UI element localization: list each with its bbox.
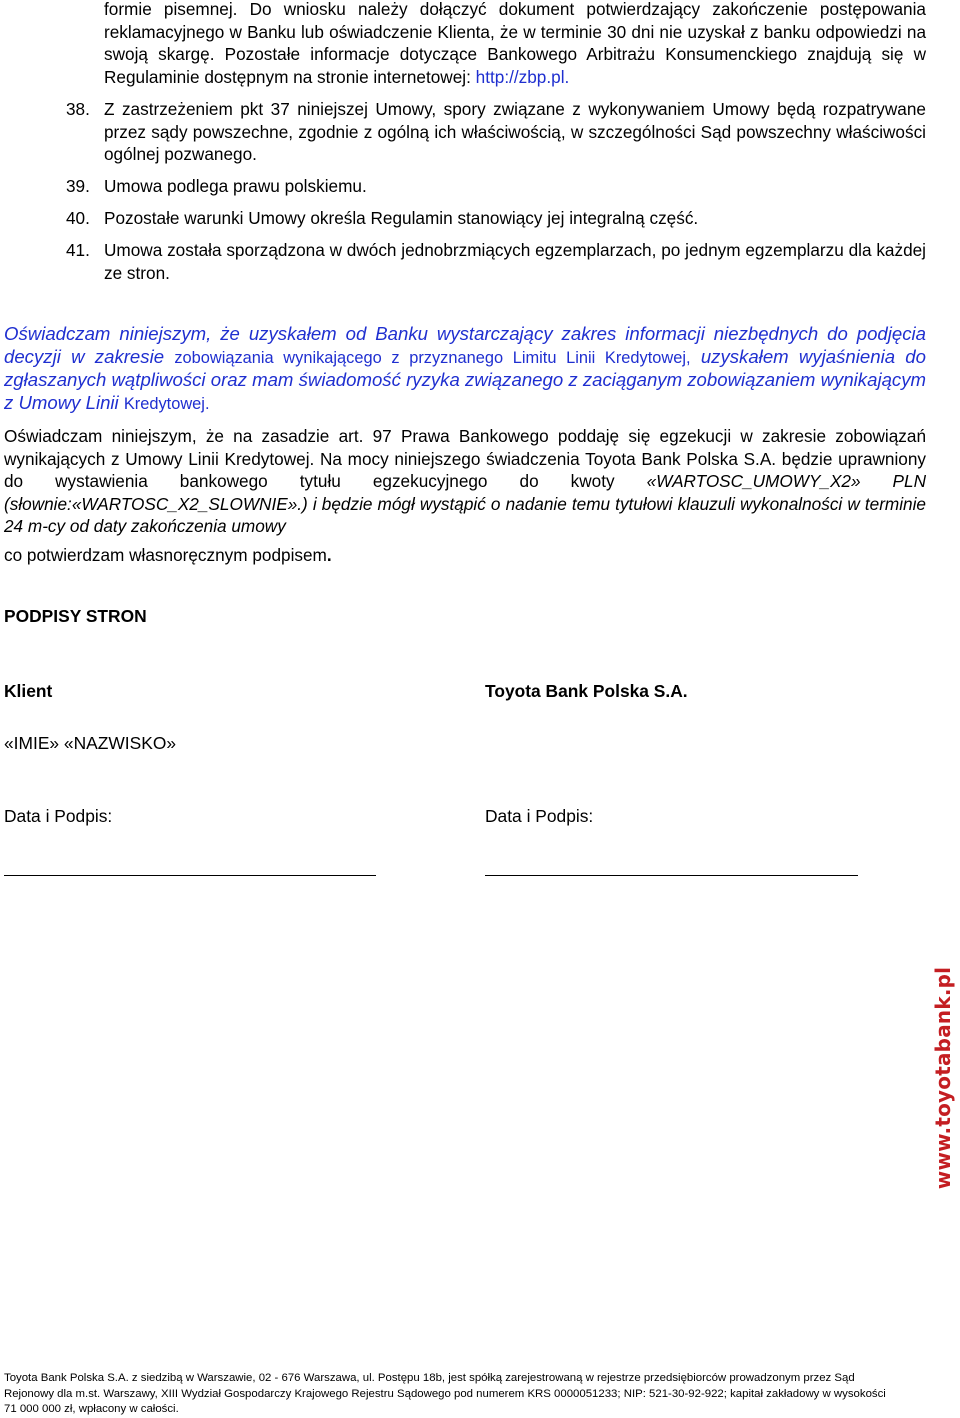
bank-date-signature-label: Data i Podpis: [485, 806, 594, 826]
declaration-part: Oświadczam niniejszym, że na zasadzie art. 97 Prawa Bankowego poddaję się egzekucji w zakresie zobowiązań wynikających z Umowy Linii Kredytowej. Na mocy niniejszego świadczenia Toyota Bank Polska S.A. będzie uprawniony do wystawienia bankowego tytułu egzekucyjnego do kwoty [4, 426, 926, 491]
declaration-part: zobowiązania wynikającego z przyznanego Limitu Linii Kredytowej, [174, 348, 691, 367]
client-date-signature-label: Data i Podpis: [4, 806, 113, 826]
confirmation-period: . [326, 545, 332, 565]
zbp-link[interactable]: http://zbp.pl. [475, 66, 570, 87]
clause-41 [66, 239, 926, 284]
clause-text: Umowa została sporządzona w dwóch jednobrzmiących egzemplarzach, po jednym egzemplarzu dla każdej ze stron. [104, 240, 926, 283]
declaration-part: Kredytowej. [123, 394, 210, 413]
clause-40 [66, 207, 926, 230]
declaration-part: i będzie mógł wystąpić o nadanie temu tytułowi klauzuli wykonalności w terminie 24 m-cy od daty zakończenia umowy [4, 493, 926, 536]
clause-text: Pozostałe warunki Umowy określa Regulamin stanowiący jej integralną część. [104, 208, 699, 228]
arbitration-paragraph [104, 0, 926, 88]
signatures-heading: PODPISY STRON [4, 606, 147, 626]
clause-39 [66, 175, 926, 198]
declaration-part: Oświadczam niniejszym, że uzyskałem od Banku wystarczający zakres informacji niezbędnych do podjęcia decyzji w zakresie [4, 323, 926, 367]
enforcement-declaration [4, 425, 926, 538]
clause-number: 39. [66, 176, 90, 196]
clause-number: 40. [66, 208, 90, 228]
clause-number: 38. [66, 99, 90, 119]
clause-text: Z zastrzeżeniem pkt 37 niniejszej Umowy, spory związane z wykonywaniem Umowy będą rozpatrywane przez sądy powszechne, zgodnie z ogólną ich właściwością, w szczególności Sąd powszechny właściwości ogólnej pozwanego. [104, 99, 926, 164]
declaration-part: uzyskałem wyjaśnienia do zgłaszanych wątpliwości oraz mam świadomość ryzyka związanego z zaciąganym zobowiązaniem wynikającym z Umowy Linii [4, 345, 926, 413]
information-declaration [4, 323, 926, 415]
clause-text: Umowa podlega prawu polskiemu. [104, 176, 367, 196]
confirmation-text: co potwierdzam własnoręcznym podpisem [4, 545, 327, 565]
client-name-placeholder: «IMIE» «NAZWISKO» [4, 733, 177, 753]
client-label: Klient [4, 681, 53, 701]
clause-38 [66, 98, 926, 166]
clause-number: 41. [66, 240, 90, 260]
bank-label: Toyota Bank Polska S.A. [485, 681, 688, 701]
toyotabank-watermark [930, 966, 956, 1190]
amount-placeholder: «WARTOSC_UMOWY_X2» PLN (słownie:«WARTOSC_X2_SLOWNIE».) [4, 471, 926, 514]
company-footer: Toyota Bank Polska S.A. z siedzibą w Warszawie, 02 - 676 Warszawa, ul. Postępu 18b, jest spółką zarejestrowaną w rejestrze przedsiębiorców prowadzonym przez Sąd Rejonowy dla m.st. Warszawy, XIII Wydział Gospodarczy Krajowego Rejestru Sądowego pod numerem KRS 0000051233; NIP: 521-30-92-922; kapitał zakładowy w wysokości 71 000 000 zł, wpłacony w całości. [4, 1372, 886, 1415]
signature-confirmation [4, 545, 332, 566]
bank-signature-line[interactable] [485, 875, 858, 876]
arbitration-text: formie pisemnej. Do wniosku należy dołączyć dokument potwierdzający zakończenie postępowania reklamacyjnego w Banku lub oświadczenie Klienta, że w terminie 30 dni nie uzyskał z banku odpowiedzi na swoją skargę. Pozostałe informacje dotyczące Bankowego Arbitrażu Konsumenckiego znajdują się w Regulaminie dostępnym na stronie internetowej: [104, 0, 926, 87]
client-signature-line[interactable] [4, 875, 376, 876]
watermark-text: www.toyotabank.pl [931, 966, 955, 1190]
